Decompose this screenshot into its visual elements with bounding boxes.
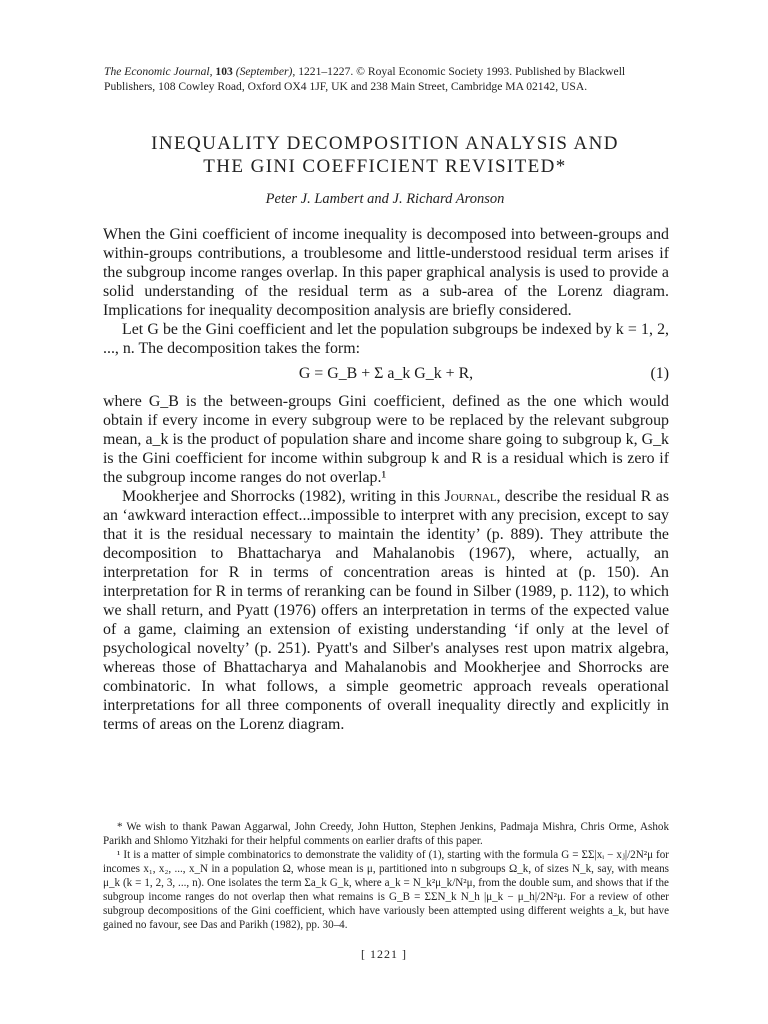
article-body bbox=[103, 225, 669, 734]
paragraph-3-start: Mookherjee and Shorrocks (1982), writing in this bbox=[122, 488, 441, 505]
title-line-2: THE GINI COEFFICIENT REVISITED* bbox=[203, 156, 567, 177]
paragraph-1: Let G be the Gini coefficient and let the population subgroups be indexed by k = 1, 2, ..., n. The decomposition takes the form: bbox=[103, 321, 669, 357]
paragraph-3-rest: , describe the residual R as an ‘awkward interaction effect...impossible to interpret with any precision, except to say that it is the residual necessary to maintain the identity’ (p. 889). They attribute the decomposition to Bhattacharya and Mahalanobis (1967), where, actually, an interpretation for R in terms of concentration areas is hinted at (p. 150). An interpretation for R in terms of reranking can be found in Silber (1989, p. 112), to which we shall return, and Pyatt (1976) offers an interpretation in terms of the expected value of a game, claiming an extension of existing understanding ‘if only at the level of psychological novelty’ (p. 251). Pyatt's and Silber's analyses rest upon matrix algebra, whereas those of Bhattacharya and Mahalanobis and Mookherjee and Shorrocks are combinatoric. In what follows, a simple geometric approach reveals operational interpretations for all three components of overall inequality directly and explicitly in terms of areas on the Lorenz diagram. bbox=[103, 488, 670, 733]
page-number: [ 1221 ] bbox=[361, 947, 407, 961]
paragraph-3 bbox=[103, 487, 669, 734]
journal-word: Journal bbox=[444, 488, 497, 505]
title-line-1: INEQUALITY DECOMPOSITION ANALYSIS AND bbox=[151, 133, 619, 154]
paragraph-2: where G_B is the between-groups Gini coefficient, defined as the one which would obtain if every income in every subgroup were to be replaced by the relevant subgroup mean, a_k is the product of population share and income share going to subgroup k, G_k is the Gini coefficient for income within subgroup k and R is a residual which is zero if the subgroup income ranges do not overlap.¹ bbox=[103, 393, 669, 486]
footnote-star: * We wish to thank Pawan Aggarwal, John Creedy, John Hutton, Stephen Jenkins, Padmaja Mishra, Chris Orme, Ashok Parikh and Shlomo Yitzhaki for their helpful comments on earlier drafts of this paper. bbox=[103, 821, 669, 847]
footnote-1: ¹ It is a matter of simple combinatorics to demonstrate the validity of (1), starting with the formula G = ΣΣ|xᵢ − xⱼ|/2N²μ for incomes x₁, x₂, ..., x_N in a population Ω, whose mean is μ, partitioned into n subgroups Ω_k, of sizes N_k, say, with means μ_k (k = 1, 2, 3, ..., n). One isolates the term Σa_k G_k, where a_k = N_k²μ_k/N²μ, from the double sum, and shows that if the subgroup income ranges do not overlap then what remains is G_B = ΣΣN_k N_h |μ_k − μ_h|/2N²μ. For a review of other subgroup decompositions of the Gini coefficient, which have variously been attempted using different weights a_k, but have gained no favour, see Das and Parikh (1982), pp. 30–4. bbox=[103, 849, 669, 931]
article-authors: Peter J. Lambert and J. Richard Aronson bbox=[265, 191, 505, 207]
abstract-paragraph: When the Gini coefficient of income inequality is decomposed into between-groups and within-groups contributions, a troublesome and little-understood residual term arises if the subgroup income ranges overlap. In this paper graphical analysis is used to provide a solid understanding of the residual term as a sub-area of the Lorenz diagram. Implications for inequality decomposition analysis are briefly considered. bbox=[103, 226, 669, 319]
masthead-publisher: Publishers, 108 Cowley Road, Oxford OX4 1JF, UK and 238 Main Street, Cambridge MA 02142, USA. bbox=[104, 80, 588, 93]
journal-masthead bbox=[104, 64, 669, 94]
equation-formula: G = G_B + Σ a_k G_k + R, bbox=[298, 365, 474, 382]
article-title bbox=[100, 132, 670, 178]
journal-issue: (September), bbox=[235, 65, 296, 78]
equation-number: (1) bbox=[650, 365, 669, 382]
equation-1 bbox=[103, 360, 669, 388]
masthead-copyright: 1221–1227. © Royal Economic Society 1993. Published by Blackwell bbox=[298, 65, 626, 78]
journal-volume: 103 bbox=[215, 65, 233, 78]
journal-name: The Economic Journal, bbox=[104, 65, 213, 78]
footnotes bbox=[103, 820, 669, 932]
